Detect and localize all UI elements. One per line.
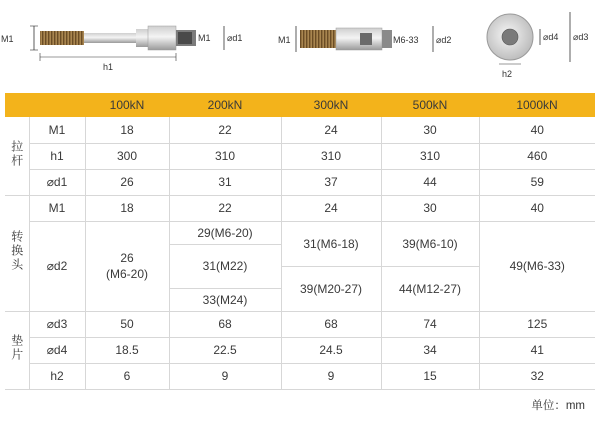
washer-d4-label: ⌀d4 xyxy=(543,32,559,42)
table-cell: 18 xyxy=(85,195,169,221)
table-cell: 59 xyxy=(479,169,595,195)
table-cell: 310 xyxy=(169,143,281,169)
table-cell: 32 xyxy=(479,363,595,389)
header-200kn: 200kN xyxy=(169,93,281,117)
table-cell xyxy=(85,221,169,311)
table-cell: 22 xyxy=(169,117,281,143)
washer-hole xyxy=(502,29,518,45)
cell-line: 26 xyxy=(120,251,134,265)
row-label: M1 xyxy=(29,117,85,143)
table-row xyxy=(5,195,595,221)
table-cell: 24.5 xyxy=(281,337,381,363)
table-cell: 68 xyxy=(281,311,381,337)
adapter-body xyxy=(336,28,382,50)
table-cell: 31(M6-18) xyxy=(281,221,381,266)
group-label-washer: 垫片 xyxy=(5,311,29,389)
table-cell: 49(M6-33) xyxy=(479,221,595,311)
spec-table xyxy=(5,93,595,390)
table-cell: 9 xyxy=(281,363,381,389)
table-cell: 40 xyxy=(479,117,595,143)
table-cell: 310 xyxy=(381,143,479,169)
table-row xyxy=(5,143,595,169)
adapter-thread xyxy=(300,30,336,48)
table-cell: 30 xyxy=(381,195,479,221)
table-cell: 39(M20-27) xyxy=(281,266,381,311)
technical-drawings xyxy=(0,0,600,88)
row-label: ⌀d1 xyxy=(29,169,85,195)
table-cell: 31(M22) xyxy=(169,244,281,288)
table-cell: 44 xyxy=(381,169,479,195)
table-cell: 74 xyxy=(381,311,479,337)
table-cell: 29(M6-20) xyxy=(169,221,281,244)
table-cell: 31 xyxy=(169,169,281,195)
header-300kn: 300kN xyxy=(281,93,381,117)
table-cell: 33(M24) xyxy=(169,288,281,311)
header-100kn: 100kN xyxy=(85,93,169,117)
adapter-drawing xyxy=(278,26,451,52)
washer-d3-label: ⌀d3 xyxy=(573,32,589,42)
table-row xyxy=(5,117,595,143)
table-row xyxy=(5,311,595,337)
row-label: ⌀d3 xyxy=(29,311,85,337)
rod-h1-label: h1 xyxy=(103,62,114,72)
row-label: h1 xyxy=(29,143,85,169)
table-row xyxy=(5,363,595,389)
table-row xyxy=(5,169,595,195)
table-cell: 41 xyxy=(479,337,595,363)
table-cell: 37 xyxy=(281,169,381,195)
adapter-d2-label: ⌀d2 xyxy=(436,35,452,45)
table-cell: 15 xyxy=(381,363,479,389)
table-cell: 24 xyxy=(281,195,381,221)
table-cell: 460 xyxy=(479,143,595,169)
rod-d1-label: ⌀d1 xyxy=(227,33,243,43)
header-blank xyxy=(29,93,85,117)
table-cell: 50 xyxy=(85,311,169,337)
table-cell: 26 xyxy=(85,169,169,195)
table-cell: 34 xyxy=(381,337,479,363)
table-cell: 22 xyxy=(169,195,281,221)
table-cell: 18 xyxy=(85,117,169,143)
table-row xyxy=(5,221,595,244)
washer-h2-label: h2 xyxy=(502,69,513,79)
table-cell: 300 xyxy=(85,143,169,169)
drawings-svg xyxy=(0,0,600,88)
header-blank xyxy=(5,93,29,117)
rod-m1-inner-label: M1 xyxy=(198,33,211,43)
row-label: ⌀d4 xyxy=(29,337,85,363)
adapter-thread-label: M6-33 xyxy=(393,35,419,45)
table-cell: 30 xyxy=(381,117,479,143)
table-cell: 9 xyxy=(169,363,281,389)
header-500kn: 500kN xyxy=(381,93,479,117)
table-cell: 310 xyxy=(281,143,381,169)
group-label-rod: 拉杆 xyxy=(5,117,29,195)
row-label: M1 xyxy=(29,195,85,221)
unit-note: 单位：mm xyxy=(531,400,585,412)
cell-line: (M6-20) xyxy=(105,267,148,281)
table-cell: 40 xyxy=(479,195,595,221)
washer-drawing xyxy=(487,12,588,79)
table-row xyxy=(5,337,595,363)
table-cell: 22.5 xyxy=(169,337,281,363)
row-label: ⌀d2 xyxy=(29,221,85,311)
table-cell: 18.5 xyxy=(85,337,169,363)
rod-head xyxy=(148,26,176,50)
group-label-adapter: 转换头 xyxy=(5,195,29,311)
table-cell: 68 xyxy=(169,311,281,337)
header-1000kn: 1000kN xyxy=(479,93,595,117)
table-cell: 6 xyxy=(85,363,169,389)
rod-shaft xyxy=(84,33,136,43)
table-cell: 44(M12-27) xyxy=(381,266,479,311)
rod-thread xyxy=(40,31,84,45)
table-header-row xyxy=(5,93,595,117)
rod-drawing xyxy=(1,26,242,72)
table-cell: 125 xyxy=(479,311,595,337)
row-label: h2 xyxy=(29,363,85,389)
table-cell: 39(M6-10) xyxy=(381,221,479,266)
rod-m1-label: M1 xyxy=(1,34,14,44)
table-cell: 24 xyxy=(281,117,381,143)
adapter-m1-label: M1 xyxy=(278,35,291,45)
